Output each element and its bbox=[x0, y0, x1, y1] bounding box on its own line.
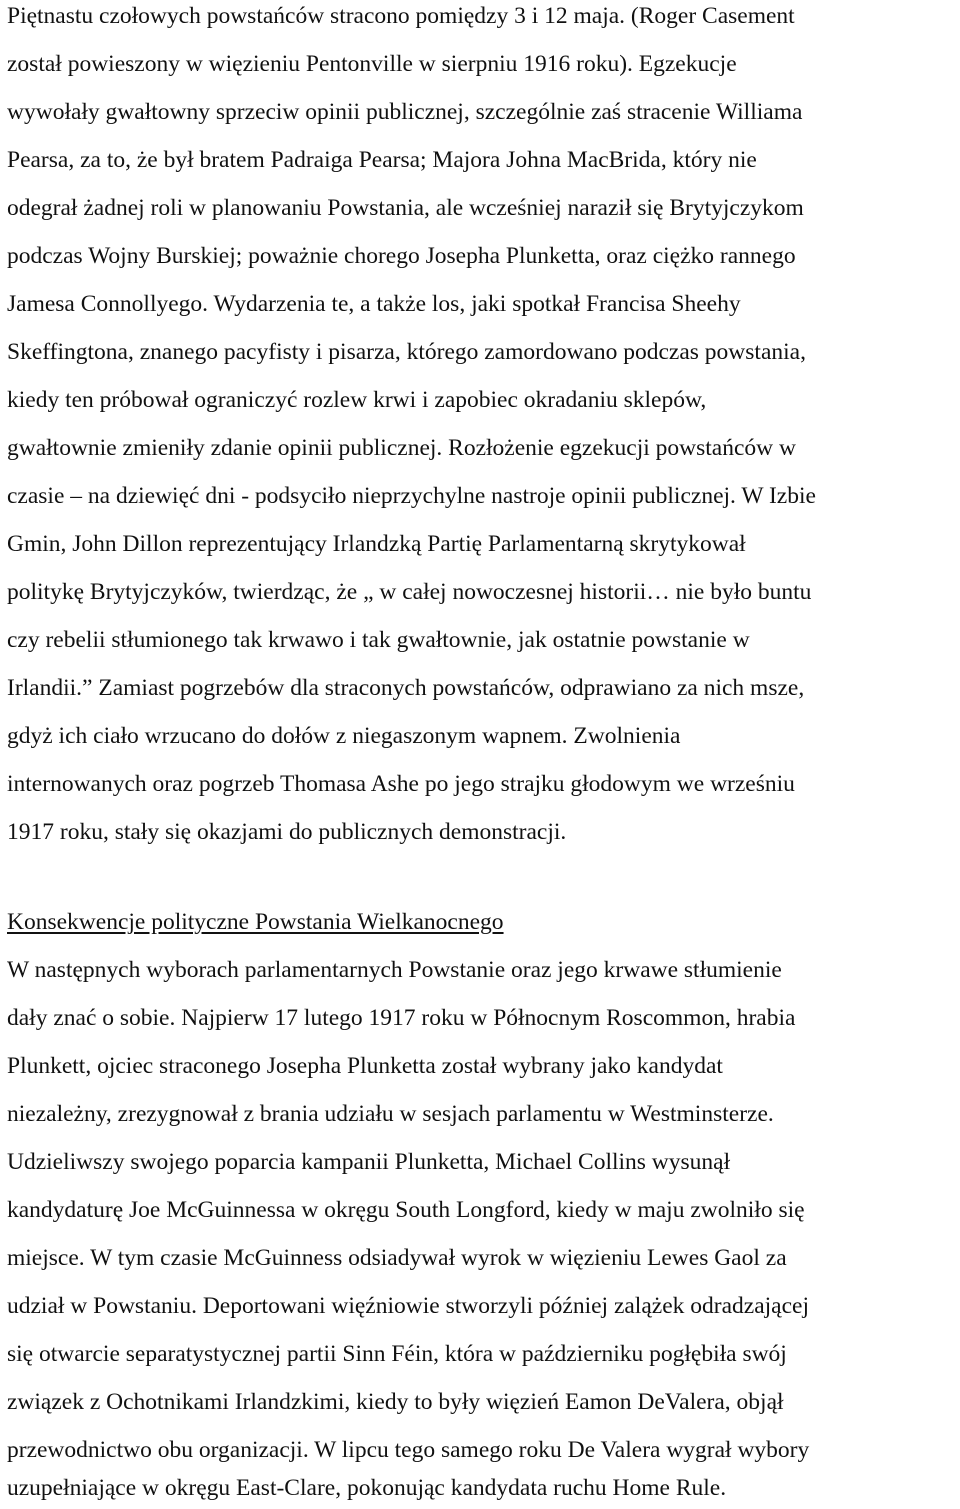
text-line: 1917 roku, stały się okazjami do publicznych demonstracji. bbox=[7, 819, 567, 845]
text-line: internowanych oraz pogrzeb Thomasa Ashe po jego strajku głodowym we wrześniu bbox=[7, 771, 795, 797]
text-line: gdyż ich ciało wrzucano do dołów z niegaszonym wapnem. Zwolnienia bbox=[7, 723, 681, 749]
text-line: się otwarcie separatystycznej partii Sinn Féin, która w październiku pogłębiła swój bbox=[7, 1341, 787, 1367]
text-line: Skeffingtona, znanego pacyfisty i pisarza, którego zamordowano podczas powstania, bbox=[7, 339, 806, 365]
text-line: odegrał żadnej roli w planowaniu Powstania, ale wcześniej naraził się Brytyjczykom bbox=[7, 195, 804, 221]
text-line: kandydaturę Joe McGuinnessa w okręgu South Longford, kiedy w maju zwolniło się bbox=[7, 1197, 805, 1223]
text-line: związek z Ochotnikami Irlandzkimi, kiedy to były więzień Eamon DeValera, objął bbox=[7, 1389, 784, 1415]
text-line: czy rebelii stłumionego tak krwawo i tak gwałtownie, jak ostatnie powstanie w bbox=[7, 627, 750, 653]
text-line: niezależny, zrezygnował z brania udziału w sesjach parlamentu w Westminsterze. bbox=[7, 1101, 774, 1127]
text-line: uzupełniające w okręgu East-Clare, pokonując kandydata ruchu Home Rule. bbox=[7, 1475, 727, 1501]
section-heading: Konsekwencje polityczne Powstania Wielkanocnego bbox=[7, 909, 504, 935]
text-line: politykę Brytyjczyków, twierdząc, że „ w całej nowoczesnej historii… nie było buntu bbox=[7, 579, 812, 605]
text-line: został powieszony w więzieniu Pentonville w sierpniu 1916 roku). Egzekucje bbox=[7, 51, 737, 77]
text-line: W następnych wyborach parlamentarnych Powstanie oraz jego krwawe stłumienie bbox=[7, 957, 782, 983]
text-line: Gmin, John Dillon reprezentujący Irlandzką Partię Parlamentarną skrytykował bbox=[7, 531, 746, 557]
text-line: wywołały gwałtowny sprzeciw opinii publicznej, szczególnie zaś stracenie Williama bbox=[7, 99, 803, 125]
text-line: Pearsa, za to, że był bratem Padraiga Pearsa; Majora Johna MacBrida, który nie bbox=[7, 147, 757, 173]
text-line: Udzieliwszy swojego poparcia kampanii Plunketta, Michael Collins wysunął bbox=[7, 1149, 731, 1175]
text-line: Piętnastu czołowych powstańców stracono pomiędzy 3 i 12 maja. (Roger Casement bbox=[7, 3, 795, 29]
text-line: miejsce. W tym czasie McGuinness odsiadywał wyrok w więzieniu Lewes Gaol za bbox=[7, 1245, 787, 1271]
text-line: dały znać o sobie. Najpierw 17 lutego 1917 roku w Północnym Roscommon, hrabia bbox=[7, 1005, 796, 1031]
text-line: udział w Powstaniu. Deportowani więźniowie stworzyli później zalążek odradzającej bbox=[7, 1293, 809, 1319]
text-line: podczas Wojny Burskiej; poważnie chorego Josepha Plunketta, oraz ciężko rannego bbox=[7, 243, 796, 269]
text-line: Jamesa Connollyego. Wydarzenia te, a także los, jaki spotkał Francisa Sheehy bbox=[7, 291, 741, 317]
text-line: Irlandii.” Zamiast pogrzebów dla straconych powstańców, odprawiano za nich msze, bbox=[7, 675, 805, 701]
text-line: kiedy ten próbował ograniczyć rozlew krwi i zapobiec okradaniu sklepów, bbox=[7, 387, 707, 413]
text-line: Plunkett, ojciec straconego Josepha Plunketta został wybrany jako kandydat bbox=[7, 1053, 723, 1079]
text-line: gwałtownie zmieniły zdanie opinii publicznej. Rozłożenie egzekucji powstańców w bbox=[7, 435, 796, 461]
text-line: przewodnictwo obu organizacji. W lipcu tego samego roku De Valera wygrał wybory bbox=[7, 1437, 810, 1463]
text-line: czasie – na dziewięć dni - podsyciło nieprzychylne nastroje opinii publicznej. W Izbie bbox=[7, 483, 816, 509]
